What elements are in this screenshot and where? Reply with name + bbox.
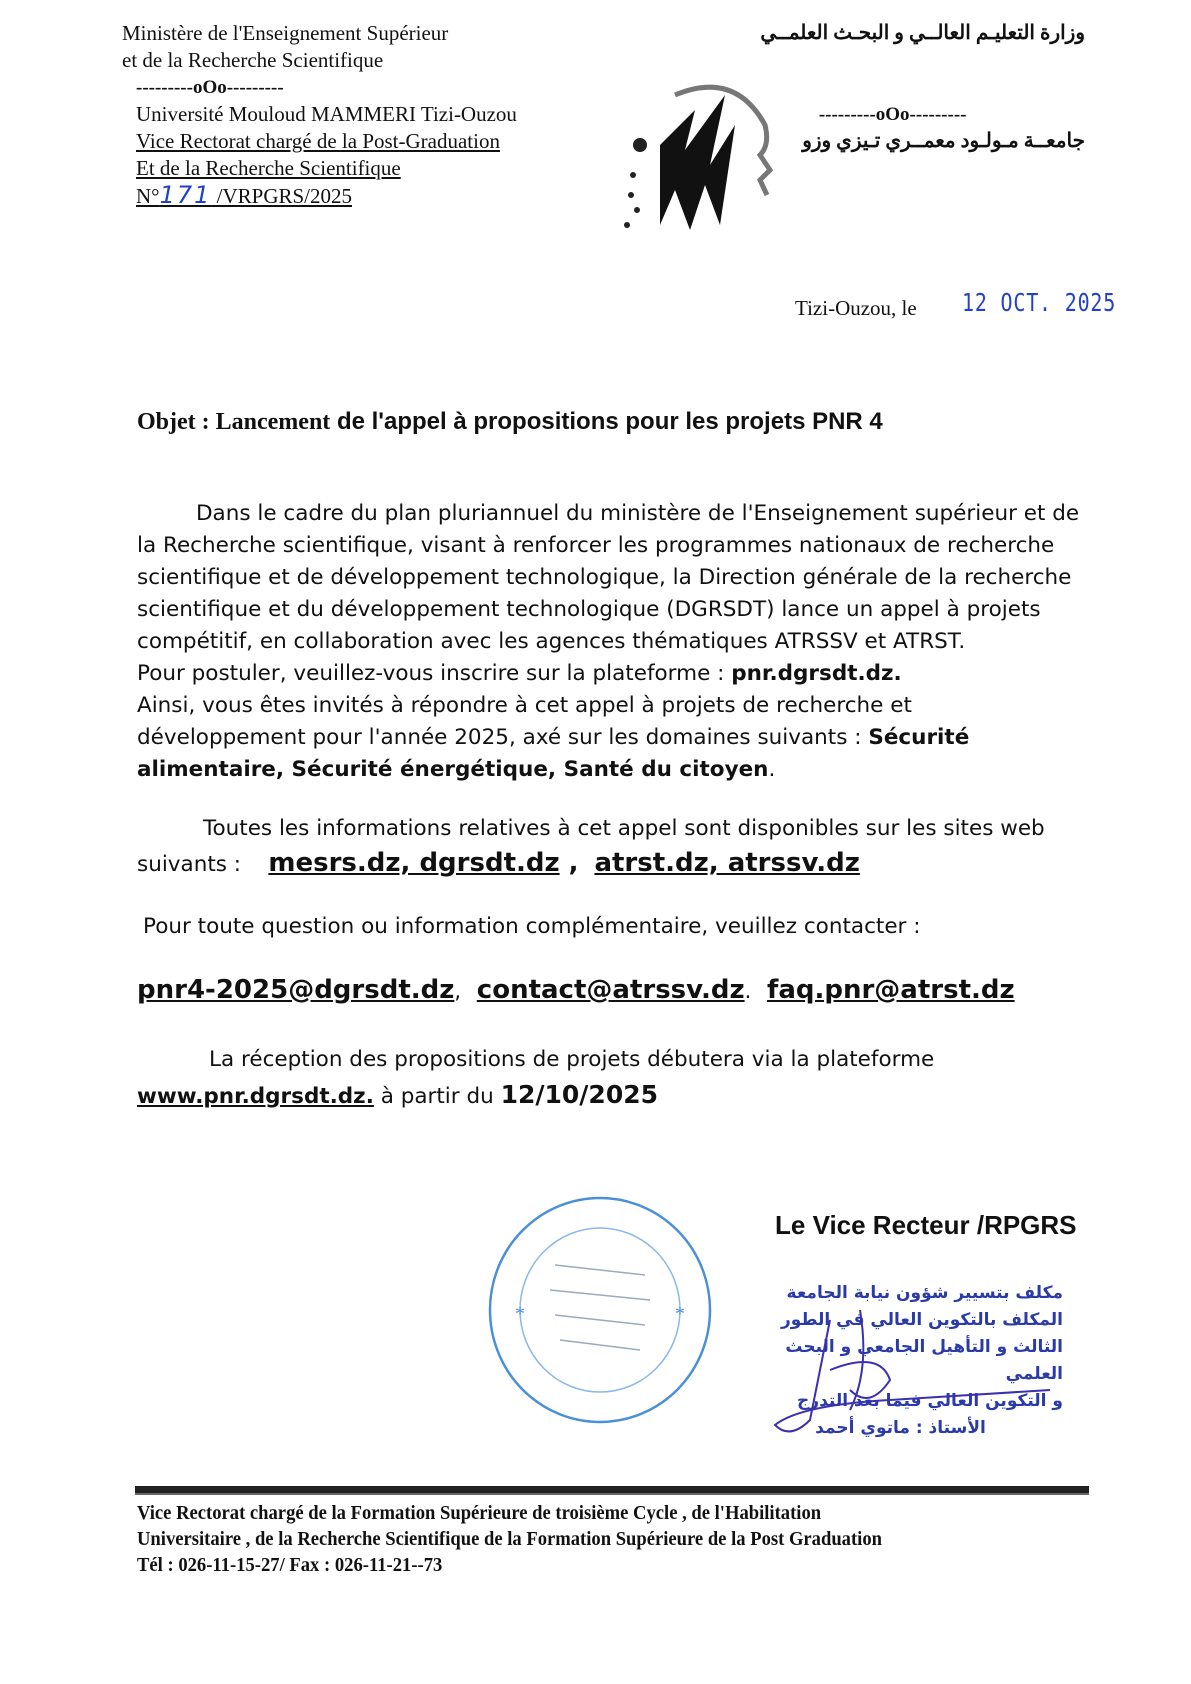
svg-text:*: * xyxy=(515,1303,525,1325)
subject-text: de l'appel à propositions pour les projets PNR 4 xyxy=(330,408,883,435)
platform-www-link[interactable]: www.pnr.dgrsdt.dz. xyxy=(137,1084,374,1109)
university-arabic: جامعــة مـولـود معمــري تـيزي وزو xyxy=(802,130,1085,152)
email-faq-atrst[interactable]: faq.pnr@atrst.dz xyxy=(767,975,1015,1005)
handwritten-signature-icon xyxy=(770,1290,1060,1440)
university-name: Université Mouloud MAMMERI Tizi-Ouzou xyxy=(136,102,517,126)
contact-line: Pour toute question ou information complémentaire, veuillez contacter : xyxy=(143,914,921,939)
reception-date: 12/10/2025 xyxy=(500,1080,658,1109)
emails: pnr4-2025@dgrsdt.dz, contact@atrssv.dz. faq.pnr@atrst.dz xyxy=(137,975,1015,1005)
reception: La réception des propositions de projets débutera via la plateforme www.pnr.dgrsdt.dz. à partir du 12/10/2025 xyxy=(137,1047,935,1109)
websites-line: suivants : mesrs.dz, dgrsdt.dz , atrst.dz, atrssv.dz xyxy=(137,848,860,878)
university-logo-icon xyxy=(615,75,775,235)
platform-link[interactable]: pnr.dgrsdt.dz. xyxy=(731,661,902,686)
info-line: Toutes les informations relatives à cet appel sont disponibles sur les sites web xyxy=(203,816,1045,841)
ministry-arabic: وزارة التعليـم العالــي و البحـث العلمــي xyxy=(760,22,1085,44)
vice-rectorat-line2: Et de la Recherche Scientifique xyxy=(136,156,401,180)
ministry-line2: et de la Recherche Scientifique xyxy=(122,48,384,72)
subject xyxy=(137,408,883,436)
vice-rectorat-line1: Vice Rectorat chargé de la Post-Graduation xyxy=(136,129,500,153)
header-right xyxy=(760,20,1085,155)
signatory-stamp: مكلف بتسيير شؤون نيابة الجامعة المكلف بالتكوين العالي في الطور الثالث و التأهيل الجامعي و البحث العلمي و التكوين العالي فيما بعد التدرج الأستاذ : ماتوي أحمد xyxy=(781,1283,1063,1438)
ministry-line1: Ministère de l'Enseignement Supérieur xyxy=(122,21,449,45)
domains: Sécurité alimentaire, Sécurité énergétique, Santé du citoyen xyxy=(137,725,970,782)
signatory-title: Le Vice Recteur /RPGRS xyxy=(775,1210,1077,1240)
link-atrst-atrssv[interactable]: atrst.dz, atrssv.dz xyxy=(594,848,860,878)
date-stamp: 12 OCT. 2025 xyxy=(962,288,1117,317)
email-contact-atrssv[interactable]: contact@atrssv.dz xyxy=(476,975,745,1005)
letter-body xyxy=(137,498,1087,786)
paragraph-domains: Ainsi, vous êtes invités à répondre à cet appel à projets de recherche et développement pour l'année 2025, axé sur les domaines suivants : Sécurité alimentaire, Sécurité énergétique, Santé du citoyen. xyxy=(137,693,970,782)
footer: Vice Rectorat chargé de la Formation Supérieure de troisième Cycle , de l'Habilitation Universitaire , de la Recherche Scientifique de la Formation Supérieure de la Post Graduation Tél : 026-11-15-27/ Fax : 026-11-21--73 xyxy=(137,1502,882,1576)
svg-text:*: * xyxy=(675,1303,685,1325)
reference-number: N°171 /VRPGRS/2025 xyxy=(136,181,353,209)
header-left xyxy=(122,20,517,210)
official-seal-icon xyxy=(485,1195,715,1425)
handwritten-ref-number: 171 xyxy=(159,181,212,209)
date-place: Tizi-Ouzou, le xyxy=(795,296,917,320)
separator: ---------oOo--------- xyxy=(136,77,284,98)
footer-divider xyxy=(135,1486,1089,1495)
paragraph-intro: Dans le cadre du plan pluriannuel du ministère de l'Enseignement supérieur et de la Recherche scientifique, visant à renforcer les programmes nationaux de recherche scientifique et de développement technologique, la Direction générale de la recherche scientifique et du développement technologique (DGRSDT) lance un appel à projets compétitif, en collaboration avec les agences thématiques ATRSSV et ATRST. xyxy=(137,501,1080,654)
paragraph-apply: Pour postuler, veuillez-vous inscrire sur la plateforme : pnr.dgrsdt.dz. xyxy=(137,661,902,686)
subject-label: Objet : Lancement xyxy=(137,409,331,435)
separator-right: ---------oOo--------- xyxy=(818,104,967,125)
email-pnr4[interactable]: pnr4-2025@dgrsdt.dz xyxy=(137,975,455,1005)
link-mesrs-dgrsdt[interactable]: mesrs.dz, dgrsdt.dz xyxy=(268,848,560,878)
